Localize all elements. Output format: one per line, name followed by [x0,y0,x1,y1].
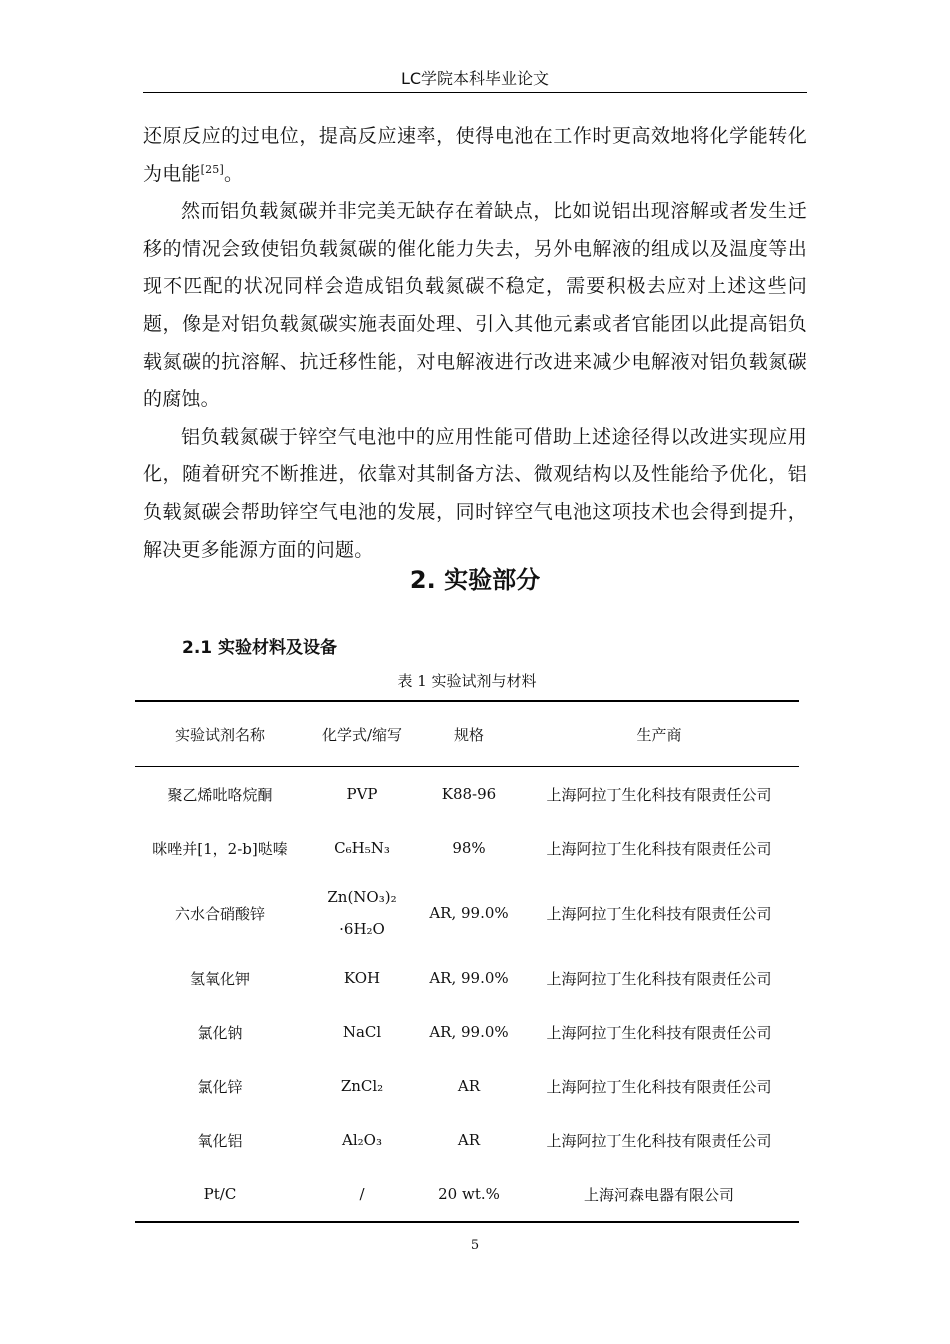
reagent-spec: 98% [452,839,486,857]
citation-ref: [25] [200,162,224,176]
reagent-formula: C₆H₅N₃ [334,839,390,857]
reagent-maker: 上海阿拉丁生化科技有限责任公司 [546,1023,772,1042]
page-number: 5 [470,1238,480,1253]
reagent-formula [305,875,419,951]
table-header-row [135,701,799,767]
paragraph-drawbacks: 然而铝负载氮碳并非完美无缺存在着缺点，比如说铝出现溶解或者发生迁移的情况会致使铝负载氮碳的催化能力失去，另外电解液的组成以及温度等出现不匹配的状况同样会造成铝负载氮碳不稳定，需要积极去应对上述这些问题，像是对铝负载氮碳实施表面处理、引入其他元素或者官能团以此提高铝负载氮碳的抗溶解、抗迁移性能，对电解液进行改进来减少电解液对铝负载氮碳的腐蚀。 [143,200,807,411]
reagent-name: 氢氧化钾 [189,969,250,988]
reagent-spec: AR [457,1077,481,1095]
reagent-name: 氧化铝 [197,1131,243,1150]
reagent-name: 聚乙烯吡咯烷酮 [167,785,273,804]
reagent-formula: ZnCl₂ [340,1077,384,1095]
section-title: 2.1 实验材料及设备 [182,638,338,658]
reagent-name: 咪唑并[1，2-b]哒嗪 [152,839,288,858]
table-row [135,1113,799,1167]
reagent-spec: AR, 99.0% [429,1023,509,1041]
reagent-name: 六水合硝酸锌 [174,904,265,923]
reagent-name: 氯化锌 [197,1077,243,1096]
reagent-maker: 上海阿拉丁生化科技有限责任公司 [546,839,772,858]
table-row [135,821,799,875]
reagent-maker: 上海阿拉丁生化科技有限责任公司 [546,1131,772,1150]
reagent-formula: Al₂O₃ [342,1131,382,1149]
header-cell: 生产商 [636,725,682,744]
reagent-formula: NaCl [342,1023,382,1041]
paragraph-continuation: 还原反应的过电位，提高反应速率，使得电池在工作时更高效地将化学能转化为电能[25]。 [143,125,807,185]
formula-line-1: Zn(NO₃)₂ [327,888,397,906]
reagent-spec: 20 wt.% [438,1185,500,1203]
body-text [143,118,807,569]
reagent-spec: AR, 99.0% [429,969,509,987]
paragraph-outlook: 铝负载氮碳于锌空气电池中的应用性能可借助上述途径得以改进实现应用化，随着研究不断推进，依靠对其制备方法、微观结构以及性能给予优化，铝负载氮碳会帮助锌空气电池的发展，同时锌空气电池这项技术也会得到提升，解决更多能源方面的问题。 [143,425,807,561]
reagent-maker: 上海阿拉丁生化科技有限责任公司 [546,785,772,804]
table-row [135,767,799,822]
running-header: LC学院本科毕业论文 [400,69,550,88]
reagent-maker: 上海河森电器有限公司 [583,1185,734,1204]
reagent-table [135,700,799,1223]
reagent-formula: KOH [343,969,381,987]
reagent-maker: 上海阿拉丁生化科技有限责任公司 [546,904,772,923]
reagent-maker: 上海阿拉丁生化科技有限责任公司 [546,1077,772,1096]
table-caption: 表 1 实验试剂与材料 [397,672,537,690]
reagent-spec: AR, 99.0% [429,904,509,922]
reagent-name: Pt/C [203,1185,237,1203]
header-rule [143,92,807,93]
formula-line-2: ·6H₂O [339,920,385,938]
table-row [135,1167,799,1222]
reagent-maker: 上海阿拉丁生化科技有限责任公司 [546,969,772,988]
reagent-formula: PVP [346,785,378,803]
reagent-name: 氯化钠 [197,1023,243,1042]
header-cell: 化学式/缩写 [321,725,403,744]
reagent-spec: K88-96 [441,785,497,803]
chapter-title: 2. 实验部分 [409,566,541,594]
header-cell: 实验试剂名称 [174,725,265,744]
reagent-formula: / [359,1185,365,1203]
table-row [135,875,799,951]
header-cell: 规格 [453,725,484,744]
table-row [135,951,799,1005]
table-row [135,1059,799,1113]
table-row [135,1005,799,1059]
reagent-spec: AR [457,1131,481,1149]
